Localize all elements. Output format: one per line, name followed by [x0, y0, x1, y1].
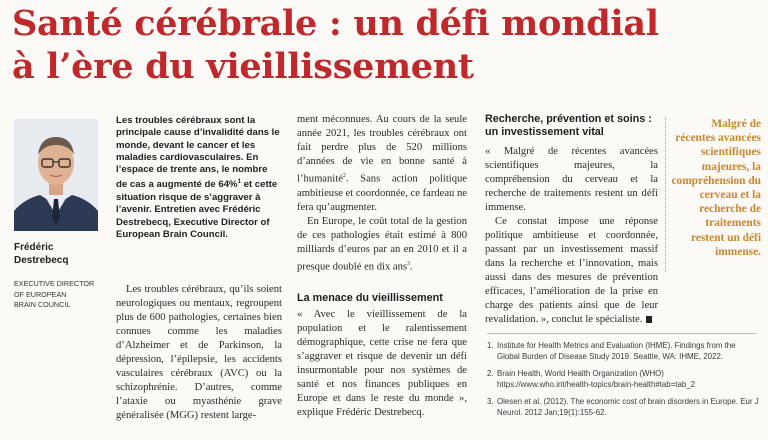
- body-paragraph-1-cont-text: ment méconnues. Au cours de la seule année 2021, les troubles cérébraux ont fait perdre plus de 520 millions d’années de vie en bonne santé à l’humanité: [297, 114, 467, 185]
- article-title: [12, 2, 762, 88]
- author-last-name: Destrebecq: [14, 255, 69, 266]
- footnote-1: [487, 340, 759, 362]
- footnote-1-text: Institute for Health Metrics and Evaluation (IHME). Findings from the Global Burden of Disease Study 2019. Seattle, WA: IHME, 2022.: [497, 341, 736, 361]
- footnotes-divider: [487, 333, 757, 334]
- article-title-line-2: à l’ère du vieillissement: [12, 46, 474, 87]
- lead-text-1: Les troubles cérébraux sont la principale cause d’invalidité dans le monde, devant le cancer et les maladies cardiovasculaires. En l’espace de trente ans, le nombre de cas a augmenté de 64%: [116, 115, 280, 191]
- article-title-line-1: Santé cérébrale : un défi mondial: [12, 3, 659, 44]
- footnotes: [487, 340, 759, 424]
- body-paragraph-2-tail: .: [410, 261, 413, 273]
- footnote-2: [487, 368, 759, 390]
- body-column-1: [116, 283, 282, 423]
- subheading-menace: La menace du vieillissement: [297, 292, 443, 304]
- body-column-3: [485, 145, 658, 327]
- author-role: [14, 279, 106, 311]
- footnote-ref-1: 1: [237, 179, 241, 186]
- author-role-line-2: OF EUROPEAN: [14, 289, 67, 299]
- body-paragraph-5-text: Ce constat impose une réponse politique ambitieuse et coordonnée, passant par un investissement massif dans la recherche et l’innovation, mais aussi dans des mesures de prévention efficaces, l’amélioration de la prise en charge des patients ainsi que de leur revalidation. », conclut le spécialiste.: [485, 216, 658, 325]
- body-paragraph-3: « Avec le vieillissement de la population et le ralentissement démographique, cette crise ne fera que s’aggraver et risque de devenir un défi insurmontable pour nos systèmes de santé et nos finances publiques en Europe et dans le reste du monde », explique Frédéric Destrebecq.: [297, 309, 467, 418]
- end-of-article-mark: [646, 316, 652, 323]
- author-name: [14, 241, 106, 267]
- pull-quote-rule: [665, 117, 667, 272]
- footnote-ref-3: 3: [407, 260, 411, 267]
- lead-text-2: et cette situation risque de s’aggraver à l’avenir. Entretien avec Frédéric Destrebecq, Executive Director of European Brain Council.: [116, 179, 278, 240]
- footnote-2-text: Brain Health, World Health Organization (WHO) https://www.who.int/health-topics/brain-health#tab=tab_2: [497, 369, 696, 389]
- body-column-2-lower: [297, 308, 467, 420]
- footnote-1-number: 1.: [487, 341, 494, 350]
- body-paragraph-5: [485, 215, 658, 327]
- body-paragraph-2-text: En Europe, le coût total de la gestion de ces pathologies était estimé à 800 milliards d’euros par an en 2010 et il a presque doublé en dix ans: [297, 215, 467, 273]
- body-paragraph-1-tail: . Sans action politique ambitieuse et coordonnée, ce fardeau ne fera qu’augmenter.: [297, 173, 468, 213]
- subheading-recherche: Recherche, prévention et soins : un investissement vital: [485, 113, 652, 138]
- footnote-2-number: 2.: [487, 369, 494, 378]
- body-column-2: [297, 113, 467, 274]
- body-paragraph-1-continued: [297, 113, 467, 215]
- author-first-name: Frédéric: [14, 242, 54, 253]
- body-paragraph-2: [297, 215, 467, 275]
- pull-quote: Malgré de récentes avancées scientifiques majeures, la compréhension du cerveau et la recherche de traitements restent un défi immense.: [671, 118, 761, 258]
- footnote-3: [487, 396, 759, 418]
- body-paragraph-1: Les troubles cérébraux, qu’ils soient neurologiques ou mentaux, regroupent plus de 600 pathologies, certaines bien connues comme les maladies d’Alzheimer et de Parkinson, la dépression, l’épilepsie, les accidents vasculaires cérébraux (AVC) ou la schizophrénie. D’autres, comme l’ataxie ou myasthénie grave généralisée (MGG) restent large-: [116, 284, 282, 421]
- footnote-ref-2: 2: [342, 173, 346, 179]
- lead-paragraph: [116, 115, 281, 241]
- footnote-3-text: Olesen et al. (2012). The economic cost of brain disorders in Europe. Eur J Neurol. 2012 Jan;19(1):155-62.: [497, 397, 759, 417]
- author-role-line-3: BRAIN COUNCIL: [14, 300, 71, 309]
- author-photo: [14, 119, 98, 231]
- author-role-line-1: EXECUTIVE DIRECTOR: [14, 279, 95, 288]
- footnote-3-number: 3.: [487, 397, 494, 406]
- body-paragraph-4: « Malgré de récentes avancées scientifiques majeures, la compréhension du cerveau et la recherche de traitements restent un défi immense.: [485, 146, 658, 213]
